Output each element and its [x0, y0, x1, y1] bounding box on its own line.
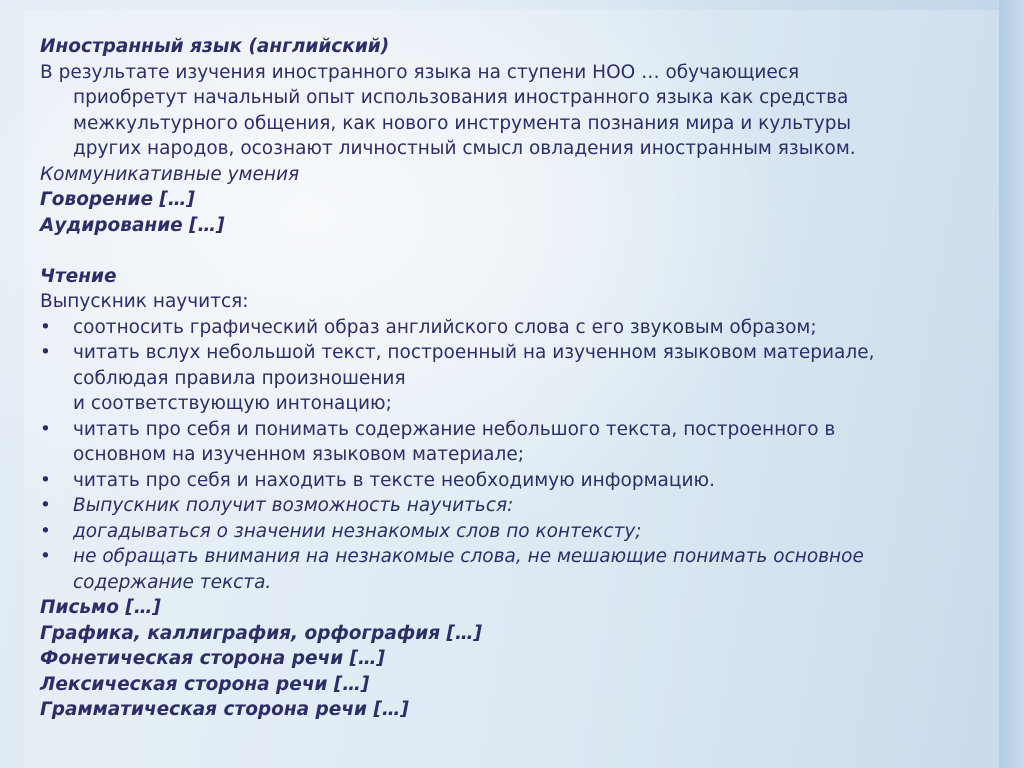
list-item-text: основном на изученном языковом материале; [73, 444, 524, 465]
intro-line: других народов, осознают личностный смысл овладения иностранным языком. [73, 138, 856, 159]
slide-content [40, 34, 1000, 723]
skills-label: Коммуникативные умения [40, 163, 300, 185]
writing-heading: Письмо […] [40, 597, 161, 618]
intro-line: межкультурного общения, как нового инструмента познания мира и культуры [73, 112, 852, 134]
bullet-icon: • [40, 546, 51, 567]
phonetic-heading: Фонетическая сторона речи […] [40, 648, 386, 669]
intro-line: В результате изучения иностранного языка на ступени НОО … обучающиеся [40, 61, 800, 83]
intro-line: приобретут начальный опыт использования иностранного языка как средства [73, 87, 849, 108]
list-item [40, 315, 1000, 341]
list-item-text: читать про себя и находить в тексте необходимую информацию. [73, 469, 715, 491]
list-item [40, 493, 1000, 519]
bullet-icon: • [40, 520, 51, 542]
list-item [40, 519, 1000, 545]
graphics-heading: Графика, каллиграфия, орфография […] [40, 622, 482, 644]
list-item [40, 468, 1000, 494]
list-item-text: не обращать внимания на незнакомые слова, не мешающие понимать основное [73, 546, 864, 567]
list-item [40, 340, 1000, 417]
lexical-heading: Лексическая сторона речи […] [40, 673, 370, 695]
list-item-text: догадываться о значении незнакомых слов по контексту; [73, 520, 642, 542]
graduate-will-learn: Выпускник научится: [40, 291, 249, 312]
grammar-heading: Грамматическая сторона речи […] [40, 699, 409, 720]
bullet-icon: • [40, 418, 51, 440]
list-item-text: читать вслух небольшой текст, построенный на изученном языковом материале, [73, 342, 875, 363]
bullet-icon: • [40, 342, 51, 363]
reading-list [40, 315, 1000, 494]
list-item-text: содержание текста. [73, 571, 272, 593]
list-item [40, 417, 1000, 468]
bullet-icon: • [40, 469, 51, 491]
list-item-text: читать про себя и понимать содержание небольшого текста, построенного в [73, 418, 836, 440]
slide-title: Иностранный язык (английский) [40, 36, 390, 57]
list-item-text: Выпускник получит возможность научиться: [73, 495, 514, 516]
speaking-heading: Говорение […] [40, 189, 195, 210]
blank-line [40, 238, 1000, 264]
list-item-text: соотносить графический образ английского слова с его звуковым образом; [73, 316, 817, 338]
opportunity-list [40, 493, 1000, 595]
listening-heading: Аудирование […] [40, 214, 225, 236]
bullet-icon: • [40, 495, 51, 516]
list-item-text: и соответствующую интонацию; [73, 393, 392, 414]
reading-heading: Чтение [40, 265, 117, 287]
intro-paragraph [40, 60, 1000, 162]
list-item [40, 544, 1000, 595]
slide-right-edge [999, 0, 1024, 768]
list-item-text: соблюдая правила произношения [73, 367, 406, 389]
bullet-icon: • [40, 316, 51, 338]
